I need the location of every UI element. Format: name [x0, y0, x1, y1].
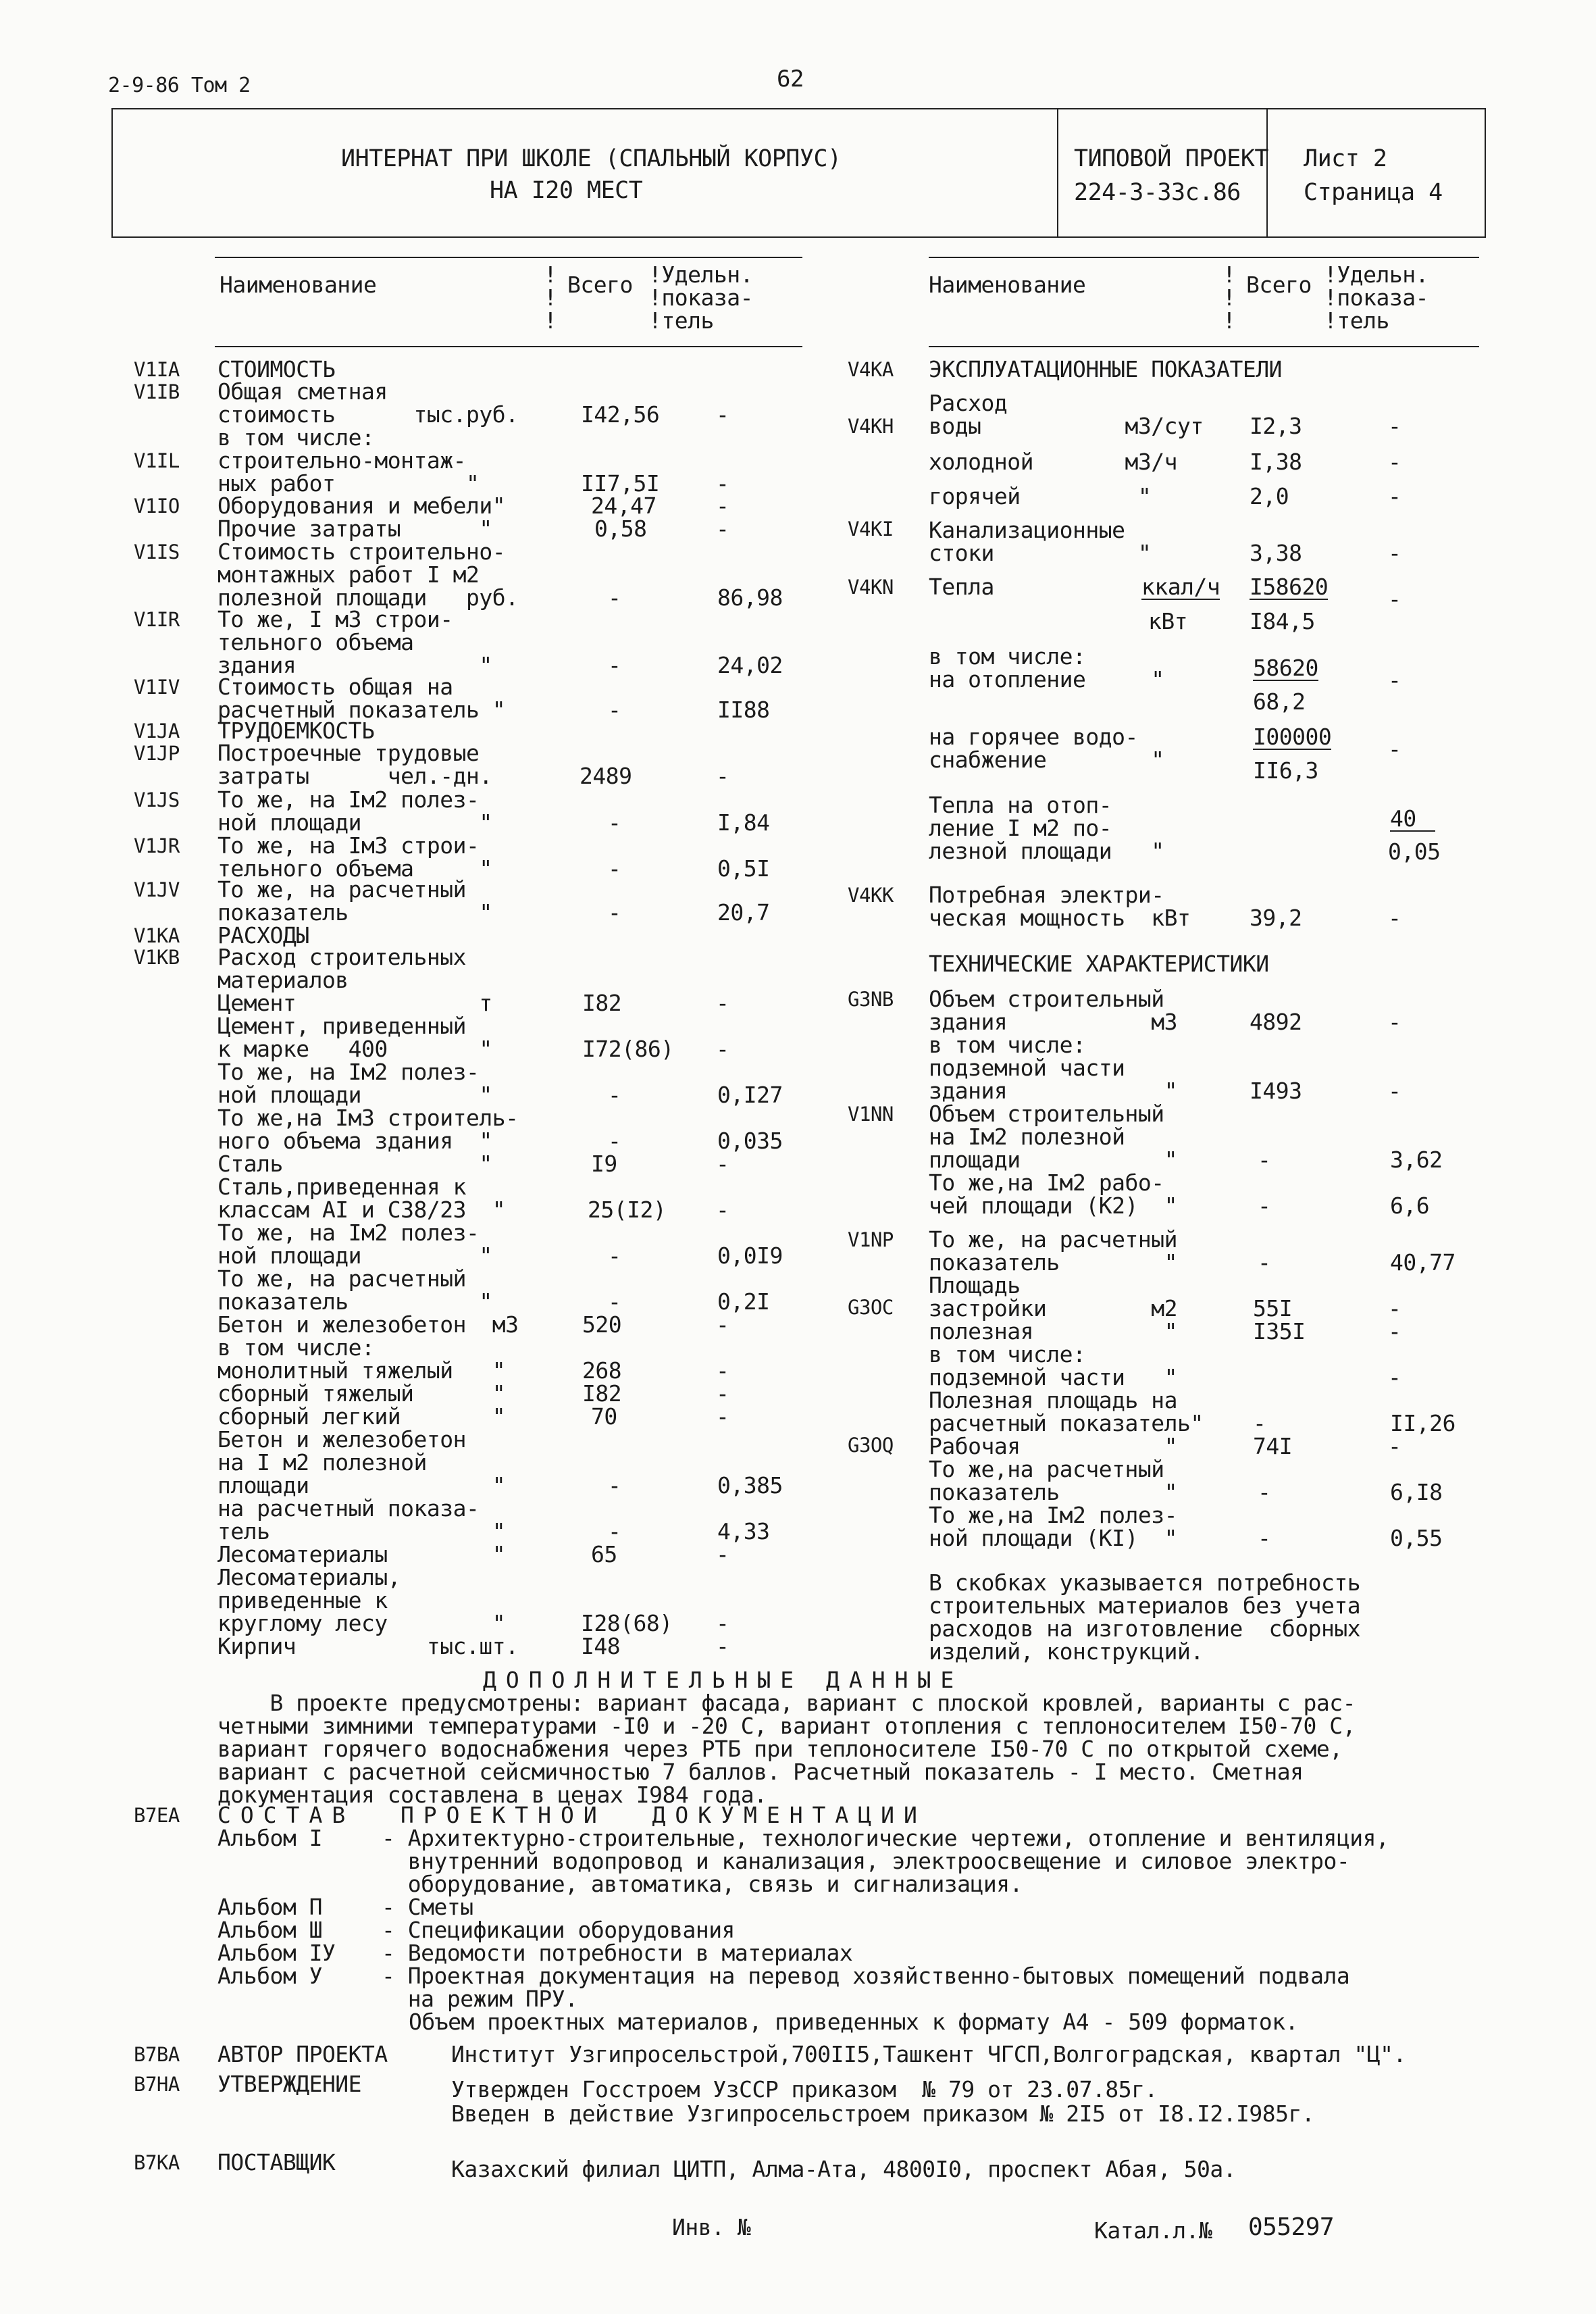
project-number: 224-3-33с.86 [1074, 179, 1241, 206]
right-row-name: в том числе: подземной части здания " [929, 1032, 1177, 1104]
right-row-specific: 0,55 [1390, 1525, 1443, 1551]
right-row-total: 2,0 [1250, 483, 1289, 509]
right-row-name: Тепла [929, 574, 994, 600]
row-code: В7ВА [134, 2043, 180, 2066]
row-code: V1KB [134, 946, 180, 969]
left-row-total: I48 [581, 1633, 621, 1659]
left-row-name: Лесоматериалы, приведенные к круглому лесу " [217, 1564, 506, 1636]
right-row-name: холодной м3/ч [929, 449, 1177, 475]
right-row-specific: - [1388, 905, 1401, 931]
left-row-name: Расход строительных материалов Цемент т [217, 944, 492, 1016]
left-row-total: - [608, 584, 621, 611]
inventory-number: Инв. № [672, 2214, 751, 2240]
left-row-name: Цемент, приведенный к марке 400 " [217, 1013, 492, 1062]
right-row-total: 39,2 [1250, 905, 1302, 931]
author-label: АВТОР ПРОЕКТА [217, 2041, 388, 2067]
album-label: Альбом Ш [217, 1917, 322, 1943]
right-row-specific-top: 40 [1390, 807, 1435, 832]
left-row-total: - [608, 1128, 621, 1154]
right-row-name: Рабочая " [929, 1433, 1177, 1459]
row-code: V1JV [134, 878, 180, 901]
right-row-total: - [1253, 1410, 1266, 1436]
left-row-specific: - [716, 1380, 729, 1407]
left-row-specific: 4,33 [717, 1518, 770, 1544]
left-row-specific: 0,035 [717, 1128, 783, 1154]
row-code: V4KH [848, 415, 894, 438]
row-code: V1JR [134, 834, 180, 857]
right-row-specific: - [1388, 1433, 1401, 1459]
right-row-specific: - [1388, 1078, 1401, 1104]
right-row-total: I493 [1250, 1078, 1302, 1104]
right-row-total-top: 58620 [1253, 655, 1318, 681]
materials-note: В скобках указывается потребность строительных материалов без учета расходов на изготовление сборных изделий, конструкций. [929, 1569, 1361, 1665]
left-row-total: I42,56 [581, 401, 660, 428]
right-row-total: 3,38 [1250, 540, 1302, 566]
album-label: Альбом I [217, 1825, 322, 1851]
right-row-name: Расход воды м3/сут [929, 390, 1204, 439]
right-row-total-bottom: 68,2 [1253, 688, 1306, 715]
left-row-specific: 24,02 [717, 652, 783, 678]
left-row-total: - [608, 1242, 621, 1269]
left-row-specific: - [716, 1357, 729, 1384]
left-row-specific: - [716, 1151, 729, 1177]
left-row-name: сборный легкий " [217, 1403, 506, 1430]
left-row-specific: 20,7 [717, 899, 770, 926]
right-row-name: Потребная электри- ческая мощность кВт [929, 882, 1191, 931]
col-header-separator: ! ! ! [1222, 261, 1236, 334]
row-code: V1KA [134, 924, 180, 947]
right-row-total-top: I00000 [1253, 724, 1332, 750]
author-value: Институт Узгипросельстрой,700II5,Ташкент ЧГСП,Волгоградская, квартал "Ц". [451, 2041, 1406, 2067]
left-row-total: II7,5I [581, 470, 660, 497]
right-row-total: - [1258, 1249, 1271, 1276]
left-row-specific: - [716, 1197, 729, 1223]
document-reference: 2-9-86 Том 2 [108, 74, 251, 97]
right-row-total: 4892 [1250, 1009, 1302, 1035]
row-code: V1JS [134, 788, 180, 811]
right-row-name: на горячее водо- снабжение " [929, 724, 1164, 773]
left-row-specific: - [716, 1633, 729, 1659]
right-row-name: полезная " [929, 1318, 1177, 1344]
left-row-name: То же, на расчетный показатель " [217, 1265, 492, 1315]
row-code: V1IL [134, 449, 180, 472]
left-row-total: I9 [591, 1151, 617, 1177]
album-description: - Сметы [382, 1894, 473, 1920]
page-number: 62 [777, 66, 804, 93]
additional-data-text: В проекте предусмотрены: вариант фасада, вариант с плоской кровлей, варианты с рас- четными зимними температурами -I0 и -20 С, вариант отопления с теплоносителем I50-70 С, вариант горячего водоснабжения через РТБ при теплоносителе I50-70 С по открытой схеме, вариант с расчетной сейсмичностью 7 баллов. Расчетный показатель - I место. Сметная документация составлена в ценах I984 года. [217, 1690, 1356, 1808]
col-header-specific: !Удельн. !показа- !тель [648, 261, 753, 334]
col-header-total: Всего [567, 272, 633, 298]
right-row-specific: 3,62 [1390, 1147, 1443, 1173]
right-row-name: То же, на расчетный показатель " [929, 1226, 1177, 1276]
right-row-specific: 6,I8 [1390, 1479, 1443, 1505]
project-label: ТИПОВОЙ ПРОЕКТ [1074, 145, 1269, 172]
row-code: G3OC [848, 1296, 894, 1319]
left-row-name: строительно-монтаж- ных работ " [217, 447, 480, 497]
right-row-name: То же,на Iм2 полез- ной площади (КI) " [929, 1502, 1177, 1551]
right-row-total: 74I [1253, 1433, 1293, 1459]
row-code: V1IR [134, 608, 180, 631]
materials-volume: Объем проектных материалов, приведенных к формату А4 - 509 форматок. [409, 2009, 1299, 2035]
row-code: В7КА [134, 2151, 180, 2174]
left-row-name: То же, на расчетный показатель " [217, 876, 492, 926]
left-row-specific: - [716, 470, 729, 497]
right-row-specific: - [1388, 449, 1401, 475]
right-row-specific: - [1388, 483, 1401, 509]
left-row-specific: 86,98 [717, 584, 783, 611]
left-row-name: Лесоматериалы " [217, 1541, 506, 1567]
left-row-name: Стоимость общая на расчетный показатель " [217, 674, 506, 723]
left-row-name: То же, I м3 строи- тельного объема здания " [217, 606, 492, 678]
right-row-specific-bottom: 0,05 [1388, 838, 1441, 865]
left-row-name: на расчетный показа- тель " [217, 1495, 506, 1544]
right-row-total: I2,3 [1250, 413, 1302, 439]
left-row-specific: 0,2I [717, 1288, 770, 1315]
row-code: В7НА [134, 2073, 180, 2096]
row-code: V1IA [134, 358, 180, 381]
album-description: - Ведомости потребности в материалах [382, 1940, 853, 1966]
left-row-total: - [608, 899, 621, 926]
left-row-name: СТОИМОСТЬ [217, 356, 336, 382]
right-row-name: Канализационные стоки " [929, 517, 1152, 566]
left-row-specific: 0,385 [717, 1472, 783, 1499]
object-title: ИНТЕРНАТ ПРИ ШКОЛЕ (СПАЛЬНЫЙ КОРПУС) [341, 145, 842, 172]
left-row-total: 24,47 [591, 493, 657, 519]
right-row-total-top: I58620 [1250, 574, 1329, 600]
row-code: V1IV [134, 676, 180, 699]
left-row-name: Построечные трудовые затраты чел.-дн. [217, 740, 492, 789]
unit-kw: кВт [1148, 608, 1188, 634]
left-row-total: - [608, 1288, 621, 1315]
row-code: G3NB [848, 988, 894, 1011]
right-row-name: горячей " [929, 483, 1152, 509]
row-code: V4KN [848, 576, 894, 599]
left-row-total: - [608, 809, 621, 836]
additional-data-heading: ДОПОЛНИТЕЛЬНЫЕ ДАННЫЕ [483, 1667, 964, 1693]
left-row-total: - [608, 1472, 621, 1499]
right-row-total: I,38 [1250, 449, 1302, 475]
left-row-name: сборный тяжелый " [217, 1380, 506, 1407]
left-row-specific: II88 [717, 697, 770, 723]
right-row-name: Полезная площадь на расчетный показатель" [929, 1387, 1204, 1436]
left-row-name: Оборудования и мебели" [217, 493, 506, 519]
left-row-name: Сталь " [217, 1151, 492, 1177]
left-row-specific: - [716, 1036, 729, 1062]
row-code: V4KI [848, 518, 894, 540]
right-row-specific: 6,6 [1390, 1192, 1430, 1219]
left-row-total: 65 [591, 1541, 617, 1567]
left-row-specific: I,84 [717, 809, 770, 836]
left-row-total: 70 [591, 1403, 617, 1430]
col-header-separator: ! ! ! [544, 261, 557, 334]
left-row-specific: - [716, 1610, 729, 1636]
left-row-specific: - [716, 515, 729, 542]
right-row-name: Площадь застройки м2 [929, 1272, 1177, 1322]
right-row-specific: - [1388, 586, 1401, 612]
album-description: - Архитектурно-строительные, технологические чертежи, отопление и вентиляция, внутренний водопровод и канализация, электроосвещение и силовое электро- оборудование, автоматика, связь и сигнализация. [382, 1825, 1389, 1897]
right-row-specific: - [1388, 1364, 1401, 1390]
unit-kcal: ккал/ч [1141, 574, 1220, 600]
left-row-total: - [608, 1518, 621, 1544]
left-row-total: I72(86) [582, 1036, 674, 1062]
right-row-specific: - [1388, 1009, 1401, 1035]
right-row-total: I35I [1253, 1318, 1306, 1344]
left-row-specific: - [716, 1541, 729, 1567]
left-row-specific: - [716, 1403, 729, 1430]
left-row-total: 2489 [580, 763, 632, 789]
left-row-name: в том числе: монолитный тяжелый " [217, 1334, 506, 1384]
album-label: Альбом IУ [217, 1940, 336, 1966]
left-row-name: Бетон и железобетон на I м2 полезной площади " [217, 1426, 506, 1499]
left-row-specific: 0,I27 [717, 1082, 783, 1108]
left-row-specific: - [716, 990, 729, 1016]
left-row-specific: - [716, 401, 729, 428]
approval-line1: Утвержден Госстроем УзССР приказом № 79 от 23.07.85г. [451, 2076, 1158, 2103]
right-row-specific: - [1388, 667, 1401, 693]
right-row-total: - [1258, 1525, 1271, 1551]
left-row-name: Общая сметная стоимость тыс.руб. в том числе: [217, 378, 519, 451]
left-row-specific: 0,0I9 [717, 1242, 783, 1269]
left-row-name: Прочие затраты " [217, 515, 492, 542]
left-row-total: - [608, 855, 621, 882]
row-code: V4KA [848, 358, 894, 381]
right-row-specific: - [1388, 413, 1401, 439]
right-row-total-bottom: II6,3 [1253, 757, 1318, 784]
right-row-name: в том числе: подземной части " [929, 1341, 1177, 1390]
left-row-specific: - [716, 763, 729, 789]
row-code: G3OQ [848, 1434, 894, 1457]
right-row-name: То же,на Iм2 рабо- чей площади (К2) " [929, 1169, 1177, 1219]
approval-line2: Введен в действие Узгипросельстроем приказом № 2I5 от I8.I2.I985г. [451, 2101, 1315, 2127]
right-row-specific: II,26 [1390, 1410, 1456, 1436]
album-label: Альбом П [217, 1894, 322, 1920]
right-row-name: То же,на расчетный показатель " [929, 1456, 1177, 1505]
left-row-total: I28(68) [581, 1610, 673, 1636]
left-row-name: РАСХОДЫ [217, 922, 309, 949]
row-code: V1IO [134, 495, 180, 518]
row-code: V1JP [134, 742, 180, 765]
left-row-name: То же,на Iм3 строитель- ного объема здания " [217, 1105, 519, 1154]
left-row-total: I82 [582, 990, 622, 1016]
left-row-name: ТРУДОЕМКОСТЬ [217, 718, 375, 744]
right-row-name: Объем строительный на Iм2 полезной площади " [929, 1101, 1177, 1173]
right-row-specific: 40,77 [1390, 1249, 1456, 1276]
row-code: V1IB [134, 380, 180, 403]
right-row-total: 55I [1253, 1295, 1293, 1322]
left-row-name: Стоимость строительно- монтажных работ I м2 полезной площади руб. [217, 538, 519, 611]
row-code: В7ЕА [134, 1804, 180, 1827]
row-code: V4KK [848, 884, 894, 907]
right-row-specific: - [1388, 1295, 1401, 1322]
right-row-name: в том числе: на отопление " [929, 643, 1164, 693]
col-header-specific: !Удельн. !показа- !тель [1324, 261, 1428, 334]
page-label: Страница 4 [1304, 179, 1443, 206]
approval-label: УТВЕРЖДЕНИЕ [217, 2071, 362, 2097]
row-code: V1JA [134, 720, 180, 743]
left-row-total: 268 [582, 1357, 622, 1384]
left-row-specific: - [716, 493, 729, 519]
left-row-name: Кирпич тыс.шт. [217, 1633, 519, 1659]
catalog-label: Катал.л.№ [1094, 2217, 1212, 2244]
row-code: V1NP [848, 1228, 894, 1251]
left-row-name: То же, на Iм2 полез- ной площади " [217, 786, 492, 836]
right-row-name: Тепла на отоп- ление I м2 по- лезной площади " [929, 792, 1164, 864]
right-row-specific: - [1388, 1318, 1401, 1344]
col-header-name: Наименование [220, 272, 377, 298]
left-row-total: 25(I2) [588, 1197, 667, 1223]
row-code: V1NN [848, 1103, 894, 1126]
right-row-specific: - [1388, 736, 1401, 762]
col-header-name: Наименование [929, 272, 1086, 298]
left-row-total: 520 [582, 1311, 622, 1338]
left-row-specific: 0,5I [717, 855, 770, 882]
composition-heading: СОСТАВ ПРОЕКТНОЙ ДОКУМЕНТАЦИИ [217, 1802, 927, 1828]
supplier-label: ПОСТАВЩИК [217, 2149, 336, 2175]
object-capacity: НА I20 МЕСТ [490, 177, 643, 204]
right-row-total-bottom: I84,5 [1250, 608, 1315, 634]
left-row-name: Сталь,приведенная к классам АI и С38/23 " [217, 1174, 506, 1223]
col-header-total: Всего [1246, 272, 1312, 298]
sheet-number: Лист 2 [1304, 145, 1387, 172]
album-description: - Спецификации оборудования [382, 1917, 735, 1943]
right-row-name: ТЕХНИЧЕСКИЕ ХАРАКТЕРИСТИКИ [929, 951, 1269, 977]
right-row-total: - [1258, 1192, 1271, 1219]
right-row-name: ЭКСПЛУАТАЦИОННЫЕ ПОКАЗАТЕЛИ [929, 356, 1282, 382]
left-row-total: 0,58 [594, 515, 647, 542]
right-row-name: Объем строительный здания м3 [929, 986, 1177, 1035]
supplier-value: Казахский филиал ЦИТП, Алма-Ата, 4800I0, проспект Абая, 50а. [451, 2156, 1237, 2182]
left-row-total: - [608, 652, 621, 678]
album-description: - Проектная документация на перевод хозяйственно-бытовых помещений подвала на режим ПРУ. [382, 1963, 1350, 2012]
left-row-total: - [608, 697, 621, 723]
left-row-specific: - [716, 1311, 729, 1338]
left-row-name: То же, на Iм2 полез- ной площади " [217, 1059, 492, 1108]
left-row-total: - [608, 1082, 621, 1108]
album-label: Альбом У [217, 1963, 322, 1989]
right-row-specific: - [1388, 540, 1401, 566]
catalog-number: 055297 [1248, 2213, 1335, 2241]
left-row-name: То же, на Iм2 полез- ной площади " [217, 1219, 492, 1269]
right-row-total: - [1258, 1479, 1271, 1505]
row-code: V1IS [134, 540, 180, 563]
left-row-name: Бетон и железобетон м3 [217, 1311, 519, 1338]
left-row-total: I82 [582, 1380, 622, 1407]
left-row-name: То же, на Iм3 строи- тельного объема " [217, 832, 492, 882]
right-row-total: - [1258, 1147, 1271, 1173]
